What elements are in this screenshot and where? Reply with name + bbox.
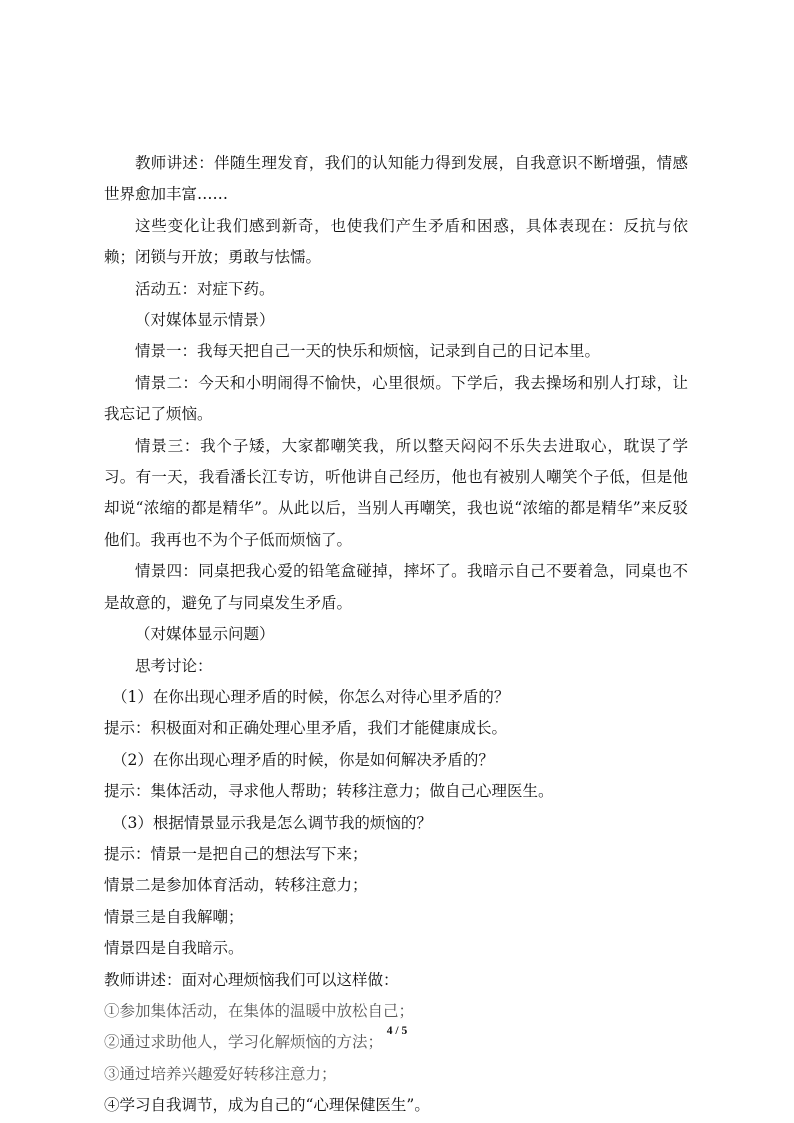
list-item-seek-help: ②通过求助他人，学习化解烦恼的方法；: [104, 1033, 384, 1052]
paragraph-discussion-heading: 思考讨论：: [135, 656, 213, 675]
paragraph-question-2: （2）在你出现心理矛盾的时候，你是如何解决矛盾的？: [112, 750, 494, 769]
paragraph-media-questions-note: （对媒体显示问题）: [135, 625, 275, 644]
paragraph-hint-2: 提示：集体活动，寻求他人帮助；转移注意力；做自己心理医生。: [104, 782, 554, 801]
paragraph-hint-3-scene-four: 情景四是自我暗示。: [104, 939, 244, 958]
paragraph-scene-three: 情景三：我个子矮，大家都嘲笑我，所以整天闷闷不乐失去进取心，耽误了学习。有一天，我看潘长江专访，听他讲自己经历，他也有被别人嘲笑个子低，但是他却说“浓缩的都是精华”。从此以后，当别人再嘲笑，我也说“浓缩的都是精华”来反驳他们。我再也不为个子低而烦恼了。: [104, 436, 688, 549]
paragraph-hint-3-scene-three: 情景三是自我解嘲；: [104, 907, 244, 926]
paragraph-question-3: （3）根据情景显示我是怎么调节我的烦恼的？: [112, 813, 432, 832]
page-number: 4 / 5: [386, 1025, 408, 1037]
paragraph-teacher-narration-2: 教师讲述：面对心理烦恼我们可以这样做：: [104, 970, 399, 989]
paragraph-question-1: （1）在你出现心理矛盾的时候，你怎么对待心里矛盾的？: [112, 687, 510, 706]
paragraph-hint-1: 提示：积极面对和正确处理心里矛盾，我们才能健康成长。: [104, 719, 508, 738]
paragraph-scene-four: 情景四：同桌把我心爱的铅笔盒碰掉，摔坏了。我暗示自己不要着急，同桌也不是故意的，避免了与同桌发生矛盾。: [104, 562, 688, 612]
paragraph-scene-one: 情景一：我每天把自己一天的快乐和烦恼，记录到自己的日记本里。: [135, 342, 601, 361]
paragraph-activity-five: 活动五：对症下药。: [135, 279, 275, 298]
list-item-hobbies: ③通过培养兴趣爱好转移注意力；: [104, 1064, 337, 1083]
document-body: [104, 148, 688, 1122]
paragraph-changes-contradictions: 这些变化让我们感到新奇，也使我们产生矛盾和困惑，具体表现在：反抗与依赖；闭锁与开放；勇敢与怯懦。: [104, 216, 688, 267]
paragraph-scene-two: 情景二：今天和小明闹得不愉快，心里很烦。下学后，我去操场和别人打球，让我忘记了烦恼。: [104, 373, 688, 424]
paragraph-teacher-narration-1: 教师讲述：伴随生理发育，我们的认知能力得到发展，自我意识不断增强，情感世界愈加丰富……: [104, 154, 688, 204]
paragraph-media-scenes-note: （对媒体显示情景）: [135, 311, 275, 330]
list-item-self-adjust: ④学习自我调节，成为自己的“心理保健医生”。: [104, 1096, 430, 1115]
paragraph-hint-3-scene-one: 提示：情景一是把自己的想法写下来；: [104, 844, 368, 863]
paragraph-hint-3-scene-two: 情景二是参加体育活动，转移注意力；: [104, 876, 368, 895]
list-item-group-activity: ①参加集体活动，在集体的温暖中放松自己；: [104, 1001, 415, 1020]
